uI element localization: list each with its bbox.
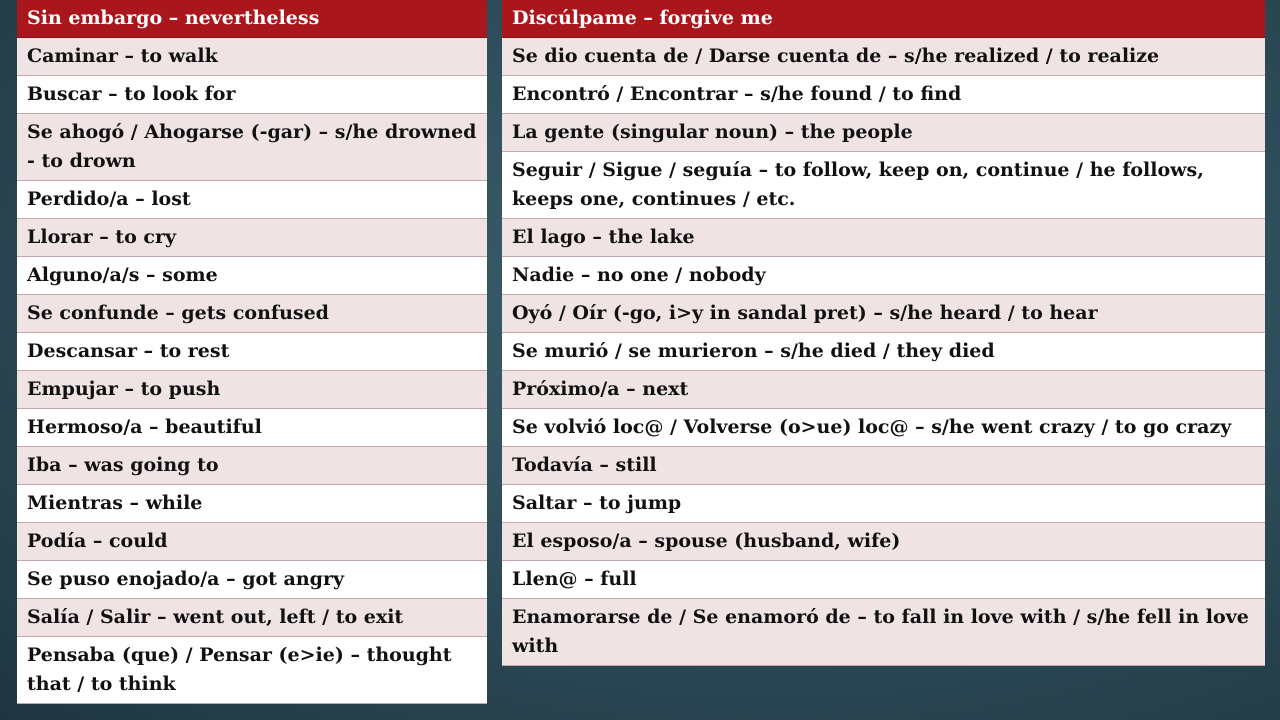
table-row xyxy=(17,561,487,599)
vocab-entry: Próximo/a – next xyxy=(502,371,1265,409)
table-row xyxy=(502,561,1265,599)
vocab-entry: Todavía – still xyxy=(502,447,1265,485)
table-row xyxy=(17,409,487,447)
vocab-entry: El esposo/a – spouse (husband, wife) xyxy=(502,523,1265,561)
table-row xyxy=(502,523,1265,561)
table-row xyxy=(502,152,1265,219)
left-table-header: Sin embargo – nevertheless xyxy=(17,0,487,38)
vocab-entry: Enamorarse de / Se enamoró de – to fall in love with / s/he fell in love with xyxy=(502,599,1265,666)
left-table-header-row xyxy=(17,0,487,38)
vocab-entry: Iba – was going to xyxy=(17,447,487,485)
vocab-entry: Se ahogó / Ahogarse (-gar) – s/he drowned - to drown xyxy=(17,114,487,181)
table-row xyxy=(502,409,1265,447)
table-row xyxy=(17,523,487,561)
table-row xyxy=(17,637,487,704)
vocab-entry: Se volvió loc@ / Volverse (o>ue) loc@ – s/he went crazy / to go crazy xyxy=(502,409,1265,447)
vocab-entry: Buscar – to look for xyxy=(17,76,487,114)
table-row xyxy=(502,257,1265,295)
vocab-entry: La gente (singular noun) – the people xyxy=(502,114,1265,152)
vocab-entry: Podía – could xyxy=(17,523,487,561)
vocab-entry: Hermoso/a – beautiful xyxy=(17,409,487,447)
vocab-entry: Llorar – to cry xyxy=(17,219,487,257)
vocab-entry: Se murió / se murieron – s/he died / they died xyxy=(502,333,1265,371)
vocab-entry: Oyó / Oír (-go, i>y in sandal pret) – s/he heard / to hear xyxy=(502,295,1265,333)
table-row xyxy=(17,114,487,181)
table-row xyxy=(502,295,1265,333)
vocab-entry: Descansar – to rest xyxy=(17,333,487,371)
vocab-entry: Mientras – while xyxy=(17,485,487,523)
table-row xyxy=(17,371,487,409)
table-row xyxy=(502,38,1265,76)
vocab-entry: Caminar – to walk xyxy=(17,38,487,76)
table-row xyxy=(17,485,487,523)
vocab-entry: Saltar – to jump xyxy=(502,485,1265,523)
right-table-header-row xyxy=(502,0,1265,38)
right-table-header: Discúlpame – forgive me xyxy=(502,0,1265,38)
table-row xyxy=(17,447,487,485)
vocab-entry: Se confunde – gets confused xyxy=(17,295,487,333)
vocab-entry: Seguir / Sigue / seguía – to follow, keep on, continue / he follows, keeps one, continues / etc. xyxy=(502,152,1265,219)
table-row xyxy=(502,333,1265,371)
vocab-entry: Se puso enojado/a – got angry xyxy=(17,561,487,599)
vocab-entry: Llen@ – full xyxy=(502,561,1265,599)
table-row xyxy=(17,599,487,637)
left-vocab-table xyxy=(17,0,487,704)
vocab-entry: Se dio cuenta de / Darse cuenta de – s/he realized / to realize xyxy=(502,38,1265,76)
table-row xyxy=(502,599,1265,666)
right-vocab-table xyxy=(502,0,1265,666)
table-row xyxy=(17,295,487,333)
vocab-entry: Perdido/a – lost xyxy=(17,181,487,219)
table-row xyxy=(17,257,487,295)
vocab-entry: Pensaba (que) / Pensar (e>ie) – thought that / to think xyxy=(17,637,487,704)
table-row xyxy=(502,114,1265,152)
table-row xyxy=(502,76,1265,114)
vocab-entry: Salía / Salir – went out, left / to exit xyxy=(17,599,487,637)
vocab-entry: El lago – the lake xyxy=(502,219,1265,257)
table-row xyxy=(17,76,487,114)
table-row xyxy=(17,181,487,219)
table-row xyxy=(502,371,1265,409)
vocab-entry: Empujar – to push xyxy=(17,371,487,409)
table-row xyxy=(17,219,487,257)
vocab-entry: Nadie – no one / nobody xyxy=(502,257,1265,295)
table-row xyxy=(17,38,487,76)
vocab-entry: Alguno/a/s – some xyxy=(17,257,487,295)
table-row xyxy=(502,219,1265,257)
table-row xyxy=(17,333,487,371)
vocab-entry: Encontró / Encontrar – s/he found / to find xyxy=(502,76,1265,114)
table-row xyxy=(502,447,1265,485)
table-row xyxy=(502,485,1265,523)
